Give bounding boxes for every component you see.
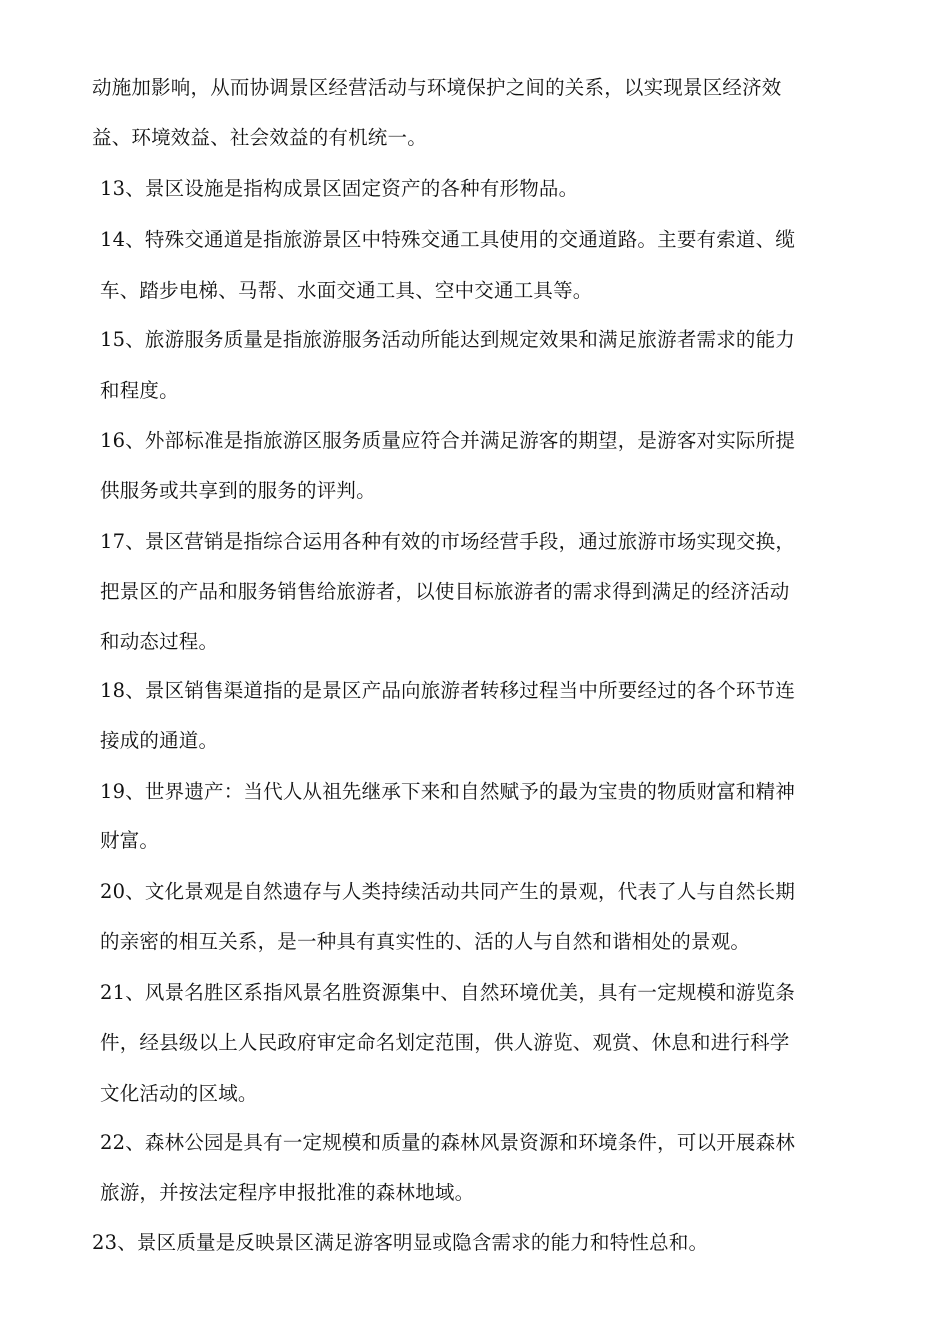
text-line: 20、文化景观是自然遗存与人类持续活动共同产生的景观，代表了人与自然长期 [100,880,796,903]
text-line: 的亲密的相互关系，是一种具有真实性的、活的人与自然和谐相处的景观。 [100,930,751,953]
text-line: 把景区的产品和服务销售给旅游者，以使目标旅游者的需求得到满足的经济活动 [100,580,790,603]
text-line: 供服务或共享到的服务的评判。 [100,479,376,502]
text-line: 17、景区营销是指综合运用各种有效的市场经营手段，通过旅游市场实现交换， [100,530,796,553]
text-line: 21、风景名胜区系指风景名胜资源集中、自然环境优美，具有一定规模和游览条 [100,981,796,1004]
text-line: 财富。 [100,829,160,852]
text-line: 文化活动的区域。 [100,1082,258,1105]
text-line: 益、环境效益、社会效益的有机统一。 [92,126,427,149]
text-line: 13、景区设施是指构成景区固定资产的各种有形物品。 [100,177,579,200]
text-line: 件，经县级以上人民政府审定命名划定范围，供人游览、观赏、休息和进行科学 [100,1031,790,1054]
text-line: 接成的通道。 [100,729,219,752]
text-line: 16、外部标准是指旅游区服务质量应符合并满足游客的期望，是游客对实际所提 [100,429,796,452]
text-line: 动施加影响，从而协调景区经营活动与环境保护之间的关系，以实现景区经济效 [92,76,782,99]
text-line: 和程度。 [100,379,179,402]
text-line: 车、踏步电梯、马帮、水面交通工具、空中交通工具等。 [100,279,593,302]
text-line: 旅游，并按法定程序申报批准的森林地域。 [100,1181,475,1204]
text-line: 18、景区销售渠道指的是景区产品向旅游者转移过程当中所要经过的各个环节连 [100,679,796,702]
text-line: 22、森林公园是具有一定规模和质量的森林风景资源和环境条件，可以开展森林 [100,1131,796,1154]
text-line: 14、特殊交通道是指旅游景区中特殊交通工具使用的交通道路。主要有索道、缆 [100,228,796,251]
text-line: 15、旅游服务质量是指旅游服务活动所能达到规定效果和满足旅游者需求的能力 [100,328,796,351]
text-line: 和动态过程。 [100,630,219,653]
text-line: 23、景区质量是反映景区满足游客明显或隐含需求的能力和特性总和。 [92,1231,709,1254]
text-line: 19、世界遗产：当代人从祖先继承下来和自然赋予的最为宝贵的物质财富和精神 [100,780,796,803]
